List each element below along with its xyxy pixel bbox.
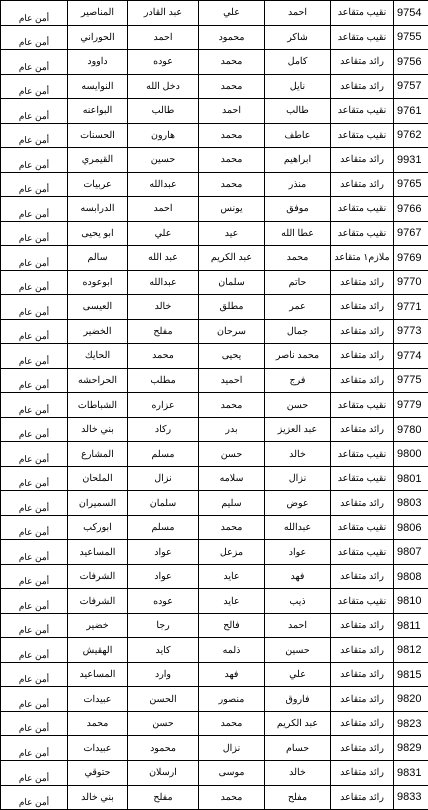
cell-first-name: عبد العزيز: [265, 417, 331, 442]
cell-number: 9829: [394, 736, 428, 761]
cell-family-name: ابوعوده: [68, 270, 128, 295]
table-row: [1, 491, 428, 516]
cell-family-name: الشباطات: [68, 393, 128, 418]
cell-first-name: حسين: [265, 638, 331, 663]
cell-role: أمن عام: [1, 638, 68, 663]
cell-first-name: خالد: [265, 442, 331, 467]
cell-father-name: محمد: [199, 123, 265, 148]
cell-number: 9810: [394, 589, 428, 614]
cell-first-name: حسن: [265, 393, 331, 418]
cell-rank: نقيب متقاعد: [331, 393, 394, 418]
cell-grandfather-name: سلمان: [128, 491, 199, 516]
cell-role: أمن عام: [1, 123, 68, 148]
cell-grandfather-name: ركاد: [128, 417, 199, 442]
table-row: [1, 270, 428, 295]
cell-number: 9833: [394, 785, 428, 810]
cell-grandfather-name: علي: [128, 221, 199, 246]
cell-grandfather-name: عواد: [128, 540, 199, 565]
cell-role: أمن عام: [1, 760, 68, 785]
cell-number: 9807: [394, 540, 428, 565]
cell-grandfather-name: حسين: [128, 148, 199, 173]
cell-rank: رائد متقاعد: [331, 295, 394, 320]
cell-role: أمن عام: [1, 711, 68, 736]
cell-grandfather-name: ارسلان: [128, 760, 199, 785]
cell-grandfather-name: مفلح: [128, 785, 199, 810]
cell-grandfather-name: عواد: [128, 564, 199, 589]
cell-father-name: يحيى: [199, 344, 265, 369]
cell-family-name: ابوركب: [68, 515, 128, 540]
cell-first-name: علي: [265, 662, 331, 687]
cell-role: أمن عام: [1, 589, 68, 614]
cell-rank: رائد متقاعد: [331, 687, 394, 712]
cell-family-name: النوايسه: [68, 74, 128, 99]
cell-family-name: المساعيد: [68, 540, 128, 565]
table-row: [1, 466, 428, 491]
cell-rank: ملازم١ متقاعد: [331, 246, 394, 271]
cell-father-name: منصور: [199, 687, 265, 712]
cell-first-name: عواد: [265, 540, 331, 565]
cell-number: 9779: [394, 393, 428, 418]
cell-role: أمن عام: [1, 613, 68, 638]
table-row: [1, 393, 428, 418]
cell-family-name: المشارع: [68, 442, 128, 467]
cell-number: 9820: [394, 687, 428, 712]
cell-rank: رائد متقاعد: [331, 711, 394, 736]
cell-family-name: القيمري: [68, 148, 128, 173]
cell-family-name: عربيات: [68, 172, 128, 197]
cell-number: 9771: [394, 295, 428, 320]
cell-number: 9774: [394, 344, 428, 369]
table-row: [1, 589, 428, 614]
table-row: [1, 613, 428, 638]
cell-role: أمن عام: [1, 442, 68, 467]
cell-number: 9931: [394, 148, 428, 173]
cell-father-name: محمد: [199, 50, 265, 75]
cell-first-name: عاطف: [265, 123, 331, 148]
cell-first-name: احمد: [265, 613, 331, 638]
cell-grandfather-name: عوده: [128, 589, 199, 614]
cell-first-name: خالد: [265, 760, 331, 785]
cell-number: 9780: [394, 417, 428, 442]
cell-first-name: نزال: [265, 466, 331, 491]
cell-role: أمن عام: [1, 1, 68, 26]
cell-father-name: محمد: [199, 74, 265, 99]
cell-number: 9823: [394, 711, 428, 736]
cell-role: أمن عام: [1, 491, 68, 516]
cell-first-name: عمر: [265, 295, 331, 320]
table-row: [1, 564, 428, 589]
cell-family-name: بني خالد: [68, 785, 128, 810]
cell-first-name: محمد: [265, 246, 331, 271]
cell-role: أمن عام: [1, 662, 68, 687]
cell-number: 9755: [394, 25, 428, 50]
cell-role: أمن عام: [1, 393, 68, 418]
cell-rank: رائد متقاعد: [331, 319, 394, 344]
cell-grandfather-name: عبدالله: [128, 172, 199, 197]
cell-rank: رائد متقاعد: [331, 74, 394, 99]
cell-rank: نقيب متقاعد: [331, 25, 394, 50]
cell-number: 9754: [394, 1, 428, 26]
cell-grandfather-name: مطلب: [128, 368, 199, 393]
cell-father-name: حسن: [199, 442, 265, 467]
cell-father-name: محمد: [199, 393, 265, 418]
cell-first-name: موفق: [265, 197, 331, 222]
table-row: [1, 417, 428, 442]
cell-number: 9757: [394, 74, 428, 99]
cell-rank: رائد متقاعد: [331, 662, 394, 687]
cell-grandfather-name: نزال: [128, 466, 199, 491]
cell-grandfather-name: عبد القادر: [128, 1, 199, 26]
cell-family-name: الدرابسه: [68, 197, 128, 222]
table-row: [1, 638, 428, 663]
cell-grandfather-name: محمود: [128, 736, 199, 761]
cell-role: أمن عام: [1, 785, 68, 810]
cell-first-name: عبدالله: [265, 515, 331, 540]
cell-role: أمن عام: [1, 736, 68, 761]
cell-father-name: سلمان: [199, 270, 265, 295]
cell-family-name: الملحان: [68, 466, 128, 491]
cell-father-name: احمد: [199, 99, 265, 124]
cell-role: أمن عام: [1, 172, 68, 197]
cell-number: 9831: [394, 760, 428, 785]
cell-rank: رائد متقاعد: [331, 760, 394, 785]
cell-rank: رائد متقاعد: [331, 368, 394, 393]
cell-rank: نقيب متقاعد: [331, 466, 394, 491]
cell-family-name: بني خالد: [68, 417, 128, 442]
table-row: [1, 785, 428, 810]
cell-grandfather-name: طالب: [128, 99, 199, 124]
cell-father-name: عبد الكريم: [199, 246, 265, 271]
cell-first-name: عبد الكريم: [265, 711, 331, 736]
cell-role: أمن عام: [1, 295, 68, 320]
cell-family-name: الحراحشه: [68, 368, 128, 393]
cell-rank: رائد متقاعد: [331, 148, 394, 173]
cell-grandfather-name: عزاره: [128, 393, 199, 418]
cell-first-name: جمال: [265, 319, 331, 344]
table-row: [1, 368, 428, 393]
cell-family-name: الهقيش: [68, 638, 128, 663]
cell-grandfather-name: عبدالله: [128, 270, 199, 295]
table-row: [1, 344, 428, 369]
cell-number: 9808: [394, 564, 428, 589]
cell-role: أمن عام: [1, 564, 68, 589]
cell-number: 9775: [394, 368, 428, 393]
cell-father-name: موسى: [199, 760, 265, 785]
cell-number: 9800: [394, 442, 428, 467]
cell-rank: نقيب متقاعد: [331, 442, 394, 467]
cell-first-name: حسام: [265, 736, 331, 761]
cell-number: 9767: [394, 221, 428, 246]
cell-first-name: كامل: [265, 50, 331, 75]
cell-father-name: محمد: [199, 515, 265, 540]
cell-rank: نقيب متقاعد: [331, 515, 394, 540]
cell-role: أمن عام: [1, 344, 68, 369]
cell-rank: رائد متقاعد: [331, 172, 394, 197]
cell-father-name: فهد: [199, 662, 265, 687]
cell-role: أمن عام: [1, 74, 68, 99]
cell-role: أمن عام: [1, 417, 68, 442]
cell-family-name: البواعنه: [68, 99, 128, 124]
cell-number: 9811: [394, 613, 428, 638]
cell-father-name: محمد: [199, 172, 265, 197]
cell-number: 9766: [394, 197, 428, 222]
cell-number: 9769: [394, 246, 428, 271]
cell-father-name: محمد: [199, 785, 265, 810]
cell-first-name: نايل: [265, 74, 331, 99]
cell-role: أمن عام: [1, 540, 68, 565]
cell-number: 9803: [394, 491, 428, 516]
cell-number: 9815: [394, 662, 428, 687]
cell-first-name: محمد ناصر: [265, 344, 331, 369]
cell-family-name: حتوقي: [68, 760, 128, 785]
cell-role: أمن عام: [1, 221, 68, 246]
cell-family-name: سالم: [68, 246, 128, 271]
cell-family-name: الحسنات: [68, 123, 128, 148]
cell-father-name: سرحان: [199, 319, 265, 344]
cell-rank: رائد متقاعد: [331, 736, 394, 761]
cell-role: أمن عام: [1, 270, 68, 295]
table-row: [1, 221, 428, 246]
cell-rank: نقيب متقاعد: [331, 99, 394, 124]
cell-father-name: يونس: [199, 197, 265, 222]
cell-father-name: مطلق: [199, 295, 265, 320]
cell-rank: نقيب متقاعد: [331, 540, 394, 565]
cell-grandfather-name: وارد: [128, 662, 199, 687]
cell-role: أمن عام: [1, 368, 68, 393]
table-row: [1, 123, 428, 148]
cell-rank: نقيب متقاعد: [331, 221, 394, 246]
cell-number: 9770: [394, 270, 428, 295]
cell-father-name: ذلمه: [199, 638, 265, 663]
cell-number: 9765: [394, 172, 428, 197]
cell-father-name: سليم: [199, 491, 265, 516]
cell-first-name: ذيب: [265, 589, 331, 614]
cell-family-name: المناصير: [68, 1, 128, 26]
cell-role: أمن عام: [1, 50, 68, 75]
cell-father-name: عايد: [199, 589, 265, 614]
cell-number: 9801: [394, 466, 428, 491]
cell-father-name: عايد: [199, 564, 265, 589]
cell-number: 9806: [394, 515, 428, 540]
cell-family-name: المساعيد: [68, 662, 128, 687]
cell-grandfather-name: الحسن: [128, 687, 199, 712]
cell-role: أمن عام: [1, 319, 68, 344]
cell-grandfather-name: عوده: [128, 50, 199, 75]
cell-rank: رائد متقاعد: [331, 270, 394, 295]
cell-grandfather-name: كايد: [128, 638, 199, 663]
cell-family-name: السميران: [68, 491, 128, 516]
table-row: [1, 442, 428, 467]
cell-rank: نقيب متقاعد: [331, 123, 394, 148]
cell-father-name: سلامه: [199, 466, 265, 491]
cell-father-name: علي: [199, 1, 265, 26]
table-row: [1, 662, 428, 687]
cell-role: أمن عام: [1, 515, 68, 540]
cell-first-name: فرج: [265, 368, 331, 393]
cell-family-name: الحوراني: [68, 25, 128, 50]
cell-family-name: الشرفات: [68, 589, 128, 614]
cell-rank: نقيب متقاعد: [331, 1, 394, 26]
cell-number: 9773: [394, 319, 428, 344]
cell-rank: نقيب متقاعد: [331, 197, 394, 222]
cell-rank: رائد متقاعد: [331, 417, 394, 442]
table-row: [1, 74, 428, 99]
cell-first-name: فهد: [265, 564, 331, 589]
cell-role: أمن عام: [1, 687, 68, 712]
cell-rank: رائد متقاعد: [331, 344, 394, 369]
cell-grandfather-name: عبد الله: [128, 246, 199, 271]
table-row: [1, 1, 428, 26]
cell-family-name: خضير: [68, 613, 128, 638]
table-row: [1, 319, 428, 344]
cell-grandfather-name: مسلم: [128, 515, 199, 540]
cell-family-name: عبيدات: [68, 687, 128, 712]
cell-rank: رائد متقاعد: [331, 613, 394, 638]
table-row: [1, 540, 428, 565]
cell-family-name: العيسى: [68, 295, 128, 320]
cell-role: أمن عام: [1, 99, 68, 124]
cell-rank: رائد متقاعد: [331, 785, 394, 810]
cell-first-name: ابراهيم: [265, 148, 331, 173]
cell-first-name: احمد: [265, 1, 331, 26]
cell-role: أمن عام: [1, 197, 68, 222]
cell-family-name: الخضير: [68, 319, 128, 344]
cell-rank: رائد متقاعد: [331, 638, 394, 663]
cell-role: أمن عام: [1, 466, 68, 491]
table-row: [1, 172, 428, 197]
cell-rank: رائد متقاعد: [331, 564, 394, 589]
table-row: [1, 760, 428, 785]
cell-father-name: نزال: [199, 736, 265, 761]
table-row: [1, 736, 428, 761]
cell-role: أمن عام: [1, 25, 68, 50]
cell-first-name: عوض: [265, 491, 331, 516]
table-row: [1, 246, 428, 271]
table-row: [1, 148, 428, 173]
cell-number: 9812: [394, 638, 428, 663]
table-row: [1, 515, 428, 540]
table-row: [1, 687, 428, 712]
cell-family-name: الحايك: [68, 344, 128, 369]
table-row: [1, 50, 428, 75]
cell-father-name: عيد: [199, 221, 265, 246]
cell-rank: رائد متقاعد: [331, 50, 394, 75]
cell-father-name: مزعل: [199, 540, 265, 565]
cell-grandfather-name: هارون: [128, 123, 199, 148]
cell-grandfather-name: احمد: [128, 197, 199, 222]
cell-father-name: محمد: [199, 711, 265, 736]
cell-first-name: شاكر: [265, 25, 331, 50]
cell-family-name: الشرفات: [68, 564, 128, 589]
table-row: [1, 711, 428, 736]
table-row: [1, 295, 428, 320]
cell-father-name: احميد: [199, 368, 265, 393]
table-row: [1, 25, 428, 50]
cell-grandfather-name: مفلح: [128, 319, 199, 344]
cell-first-name: مفلح: [265, 785, 331, 810]
cell-family-name: عبيدات: [68, 736, 128, 761]
cell-first-name: طالب: [265, 99, 331, 124]
cell-rank: نقيب متقاعد: [331, 589, 394, 614]
cell-number: 9761: [394, 99, 428, 124]
cell-grandfather-name: احمد: [128, 25, 199, 50]
cell-grandfather-name: خالد: [128, 295, 199, 320]
cell-grandfather-name: محمد: [128, 344, 199, 369]
table-row: [1, 197, 428, 222]
cell-rank: رائد متقاعد: [331, 491, 394, 516]
cell-grandfather-name: مسلم: [128, 442, 199, 467]
cell-grandfather-name: دخل الله: [128, 74, 199, 99]
cell-first-name: فاروق: [265, 687, 331, 712]
cell-first-name: حاتم: [265, 270, 331, 295]
cell-first-name: عطا الله: [265, 221, 331, 246]
cell-family-name: ابو يحيى: [68, 221, 128, 246]
cell-number: 9762: [394, 123, 428, 148]
cell-father-name: محمد: [199, 148, 265, 173]
cell-father-name: بدر: [199, 417, 265, 442]
cell-first-name: منذر: [265, 172, 331, 197]
table-row: [1, 99, 428, 124]
cell-role: أمن عام: [1, 246, 68, 271]
cell-family-name: داوود: [68, 50, 128, 75]
table-body: [1, 1, 428, 810]
cell-role: أمن عام: [1, 148, 68, 173]
cell-grandfather-name: حسن: [128, 711, 199, 736]
cell-father-name: محمود: [199, 25, 265, 50]
cell-father-name: فالح: [199, 613, 265, 638]
cell-grandfather-name: رجا: [128, 613, 199, 638]
cell-number: 9756: [394, 50, 428, 75]
cell-family-name: محمد: [68, 711, 128, 736]
